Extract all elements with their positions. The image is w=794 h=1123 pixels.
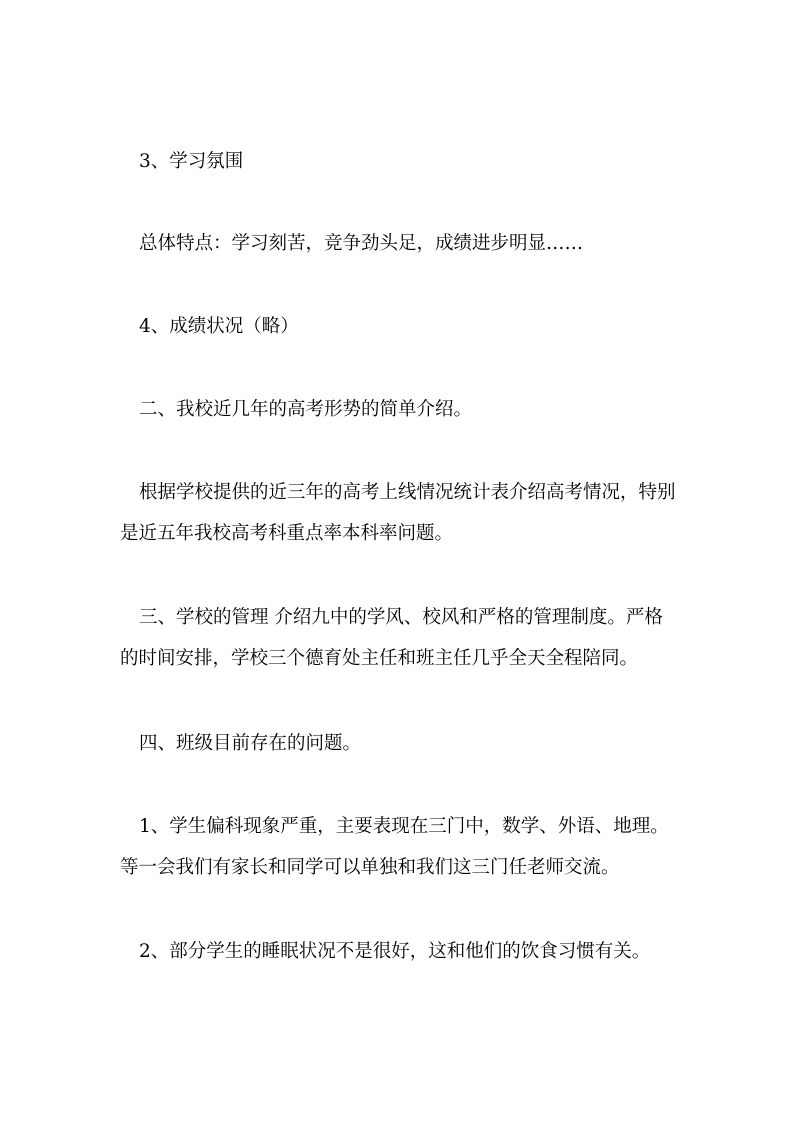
paragraph-issue-one-line-2: 等一会我们有家长和同学可以单独和我们这三门任老师交流。 bbox=[120, 857, 620, 878]
paragraph-school-management-line-2: 的时间安排，学校三个德育处主任和班主任几乎全天全程陪同。 bbox=[120, 648, 639, 669]
heading-section-four: 四、班级目前存在的问题。 bbox=[139, 733, 362, 754]
paragraph-issue-one-line-1: 1、学生偏科现象严重，主要表现在三门中，数学、外语、地理。 bbox=[139, 816, 669, 837]
heading-learning-atmosphere: 3、学习氛围 bbox=[139, 151, 244, 172]
paragraph-overall-features: 总体特点：学习刻苦，竞争劲头足，成绩进步明显…… bbox=[139, 233, 584, 254]
heading-score-status: 4、成绩状况（略） bbox=[139, 316, 299, 337]
heading-section-two: 二、我校近几年的高考形势的简单介绍。 bbox=[139, 399, 473, 420]
paragraph-issue-two: 2、部分学生的睡眠状况不是很好，这和他们的饮食习惯有关。 bbox=[139, 941, 651, 962]
paragraph-exam-stats-line-1: 根据学校提供的近三年的高考上线情况统计表介绍高考情况，特别 bbox=[139, 482, 676, 503]
paragraph-exam-stats-line-2: 是近五年我校高考科重点率本科率问题。 bbox=[120, 523, 454, 544]
paragraph-school-management-line-1: 三、学校的管理 介绍九中的学风、校风和严格的管理制度。严格 bbox=[139, 607, 663, 628]
